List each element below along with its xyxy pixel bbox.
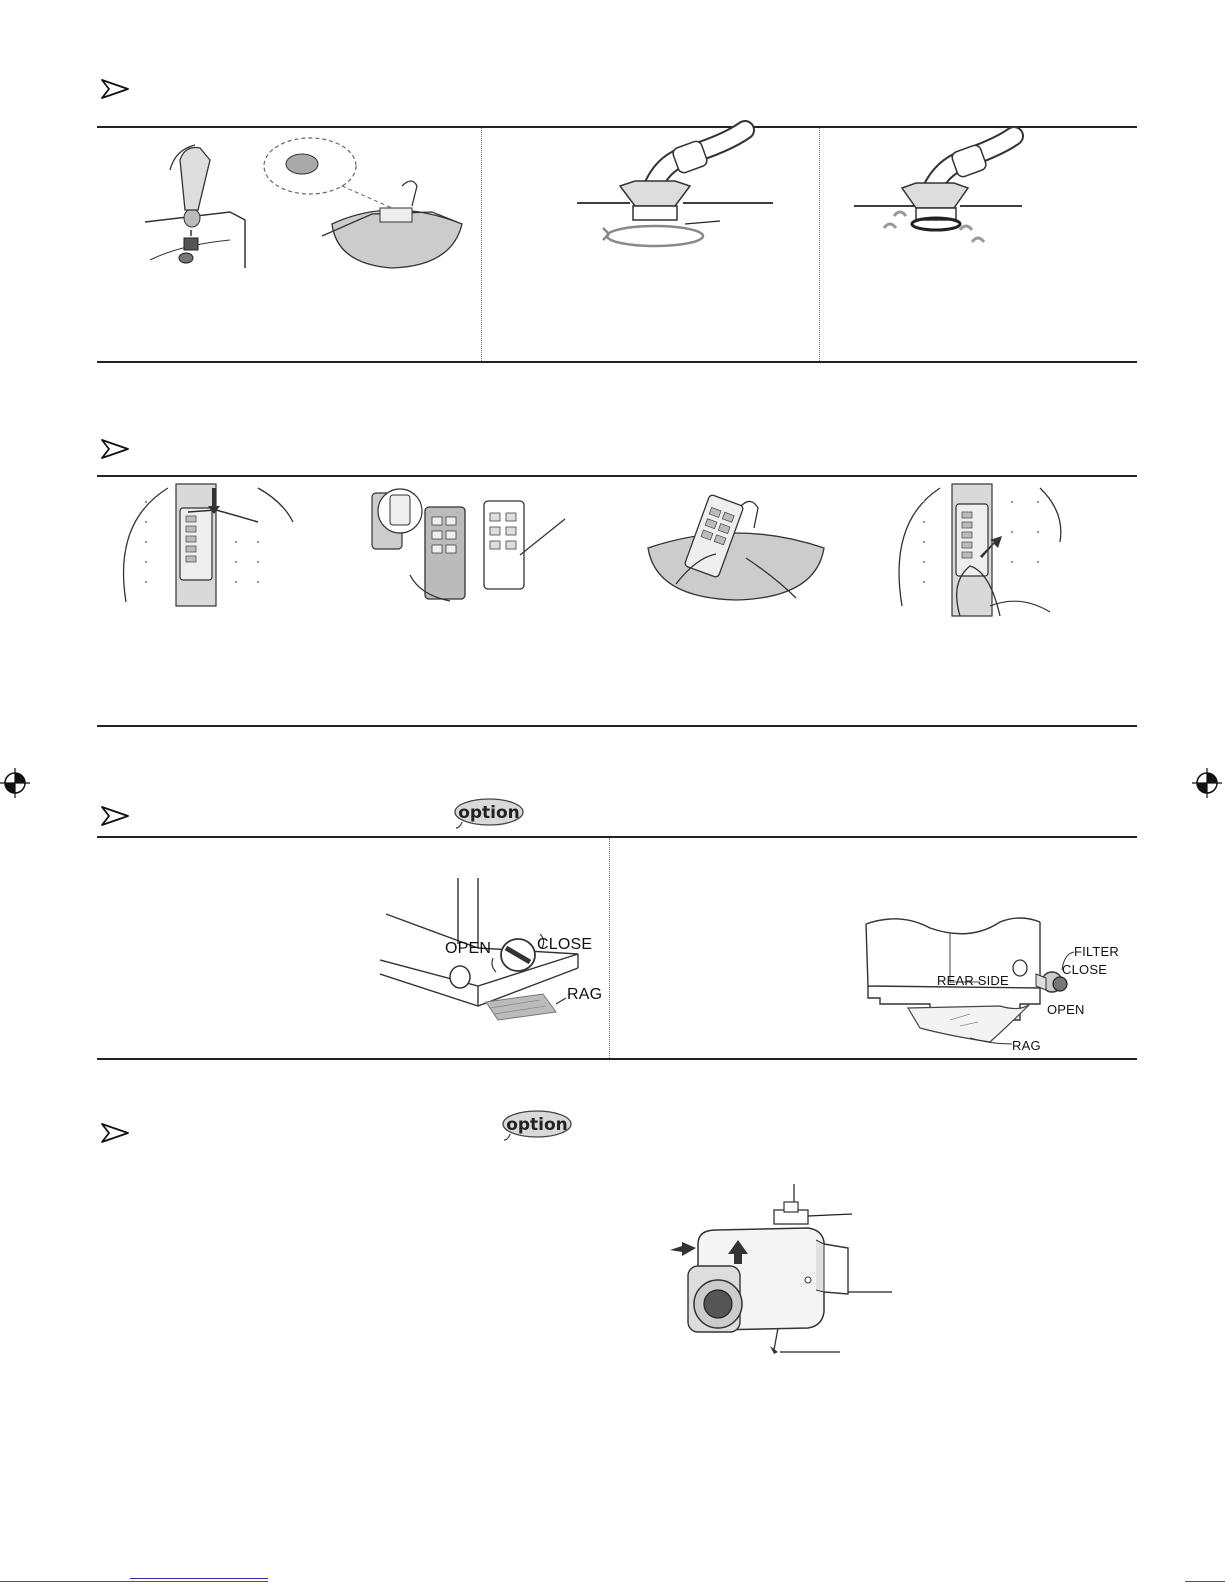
arrow-pointer-icon [100,78,130,100]
option-badge-icon [500,1108,574,1142]
lint-filter-separate-illustration [370,485,570,605]
open-label: OPEN [445,940,492,957]
registration-mark-icon [1192,768,1222,798]
option-badge-label: option [506,1115,568,1135]
footer-rule [1185,1581,1225,1582]
section-rule [97,1058,1137,1060]
hose-leak-check-illustration [854,132,1034,262]
rag-leader-line [970,1036,1014,1050]
close-label-rear: CLOSE [1062,962,1108,977]
arrow-pointer-icon [100,1122,130,1144]
hose-connector-rotation-illustration [575,126,775,256]
column-divider [609,838,610,1058]
inlet-filter-removal-illustration [140,140,260,270]
lint-filter-open-illustration [118,482,278,606]
open-label-rear: OPEN [1047,1002,1085,1017]
lint-filter-reinsert-illustration [890,482,1060,616]
filter-washing-illustration [252,136,472,272]
section-rule [97,836,1137,838]
footer-rule [0,1581,268,1582]
arrow-pointer-icon [100,438,130,460]
filter-label: FILTER [1074,944,1120,959]
rear-side-label: REAR SIDE [937,973,1009,988]
option-badge-label: option [458,803,520,823]
section-rule [97,725,1137,727]
section-rule [97,361,1137,363]
rag-label-rear: RAG [1012,1038,1041,1053]
option-badge-icon [452,796,526,830]
footer-link-underline [130,1578,268,1579]
drain-pump-illustration [668,1182,898,1362]
column-divider [819,128,820,361]
section-rule [97,475,1137,477]
arrow-pointer-icon [100,805,130,827]
column-divider [481,128,482,361]
lint-filter-wash-illustration [646,488,826,608]
close-label: CLOSE [537,936,593,953]
rag-label: RAG [567,986,603,1003]
registration-mark-icon [0,768,30,798]
